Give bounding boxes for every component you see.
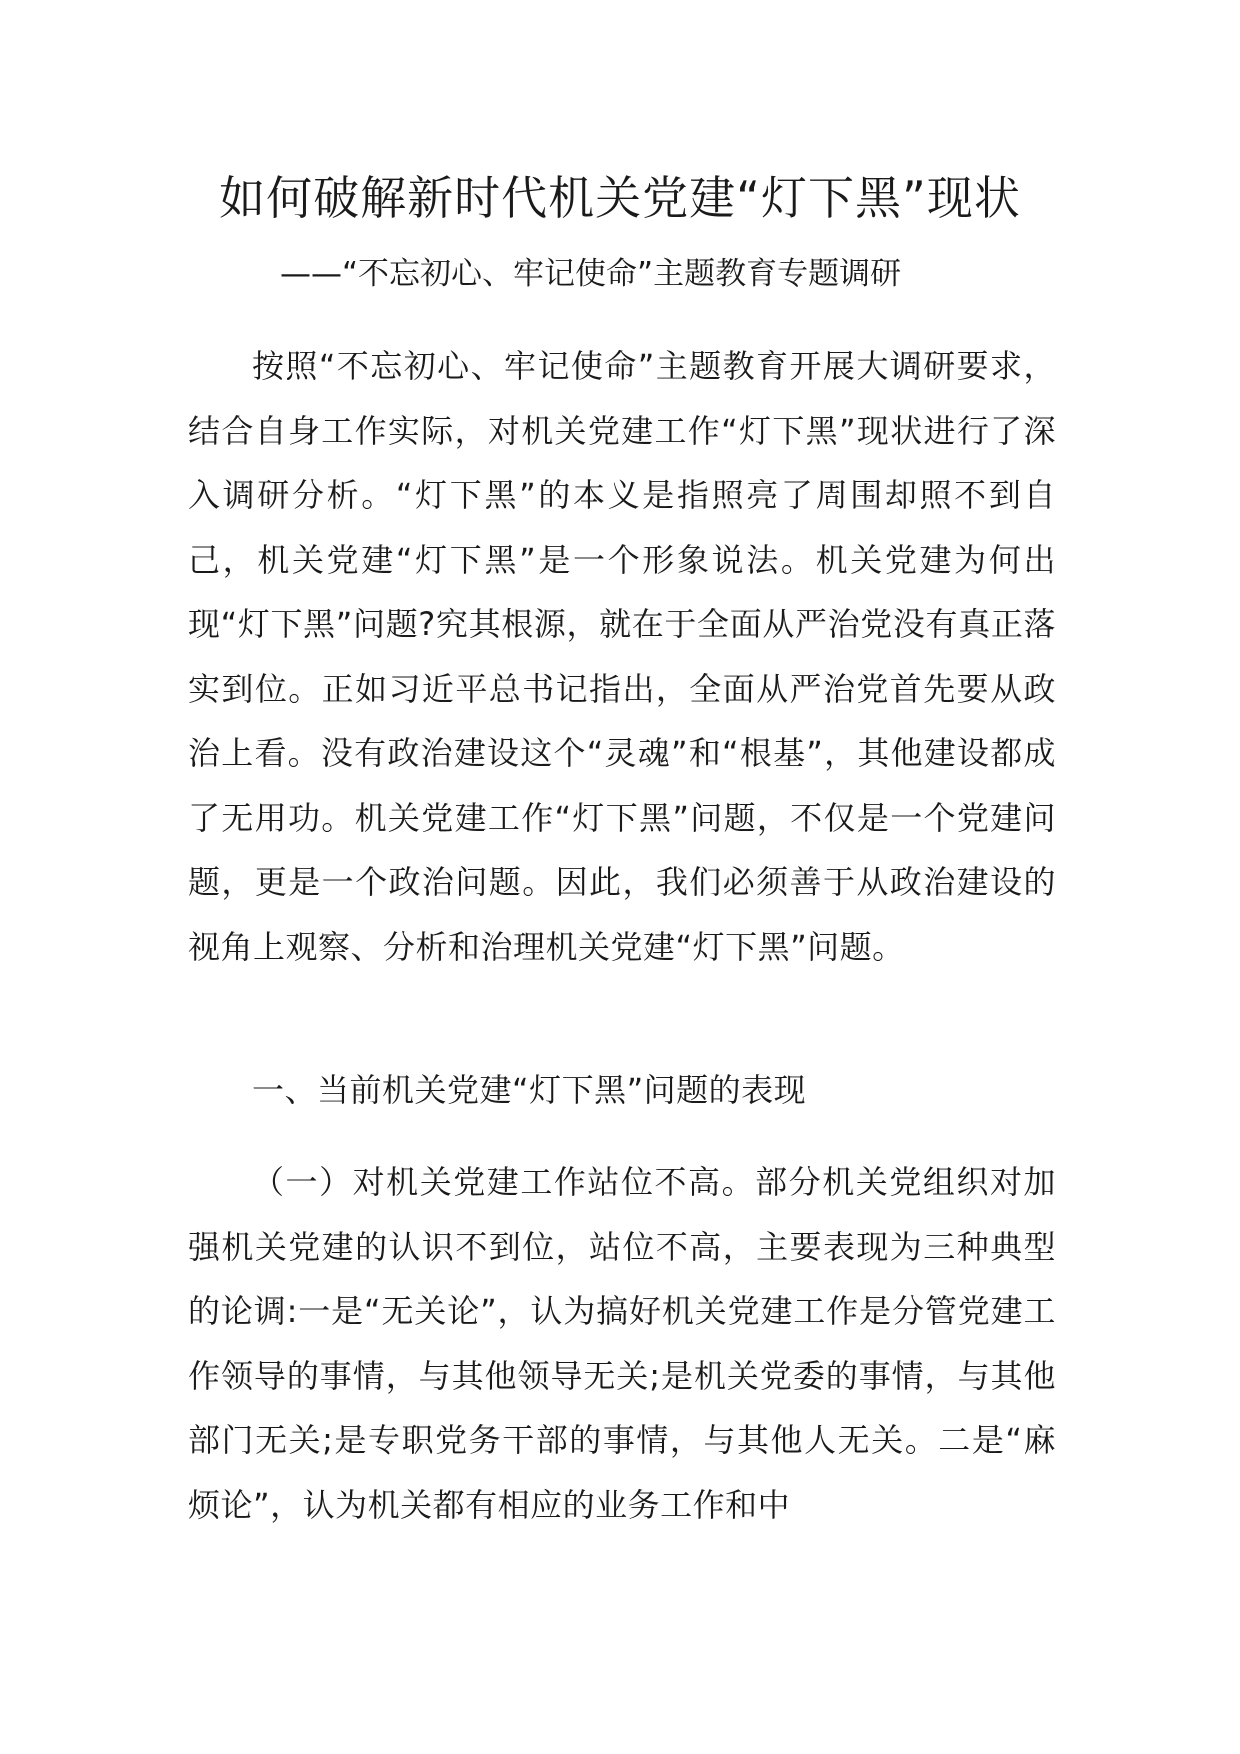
body-paragraph: （一）对机关党建工作站位不高。部分机关党组织对加强机关党建的认识不到位，站位不高，主要表现为三种典型的论调:一是“无关论”，认为搞好机关党建工作是分管党建工作领导的事情，与其他领导无关;是机关党委的事情，与其他部门无关;是专职党务干部的事情，与其他人无关。二是“麻烦论”，认为机关都有相应的业务工作和中: [188, 1163, 1056, 1524]
section-heading: 一、当前机关党建“灯下黑”问题的表现: [252, 1071, 807, 1109]
document-subtitle: ——“不忘初心、牢记使命”主题教育专题调研: [280, 256, 902, 292]
body-paragraph: 按照“不忘初心、牢记使命”主题教育开展大调研要求，结合自身工作实际，对机关党建工作“灯下黑”现状进行了深入调研分析。“灯下黑”的本义是指照亮了周围却照不到自己，机关党建“灯下黑”是一个形象说法。机关党建为何出现“灯下黑”问题?究其根源，就在于全面从严治党没有真正落实到位。正如习近平总书记指出，全面从严治党首先要从政治上看。没有政治建设这个“灵魂”和“根基”，其他建设都成了无用功。机关党建工作“灯下黑”问题，不仅是一个党建问题，更是一个政治问题。因此，我们必须善于从政治建设的视角上观察、分析和治理机关党建“灯下黑”问题。: [188, 347, 1056, 966]
document-title: 如何破解新时代机关党建“灯下黑”现状: [219, 171, 1021, 225]
